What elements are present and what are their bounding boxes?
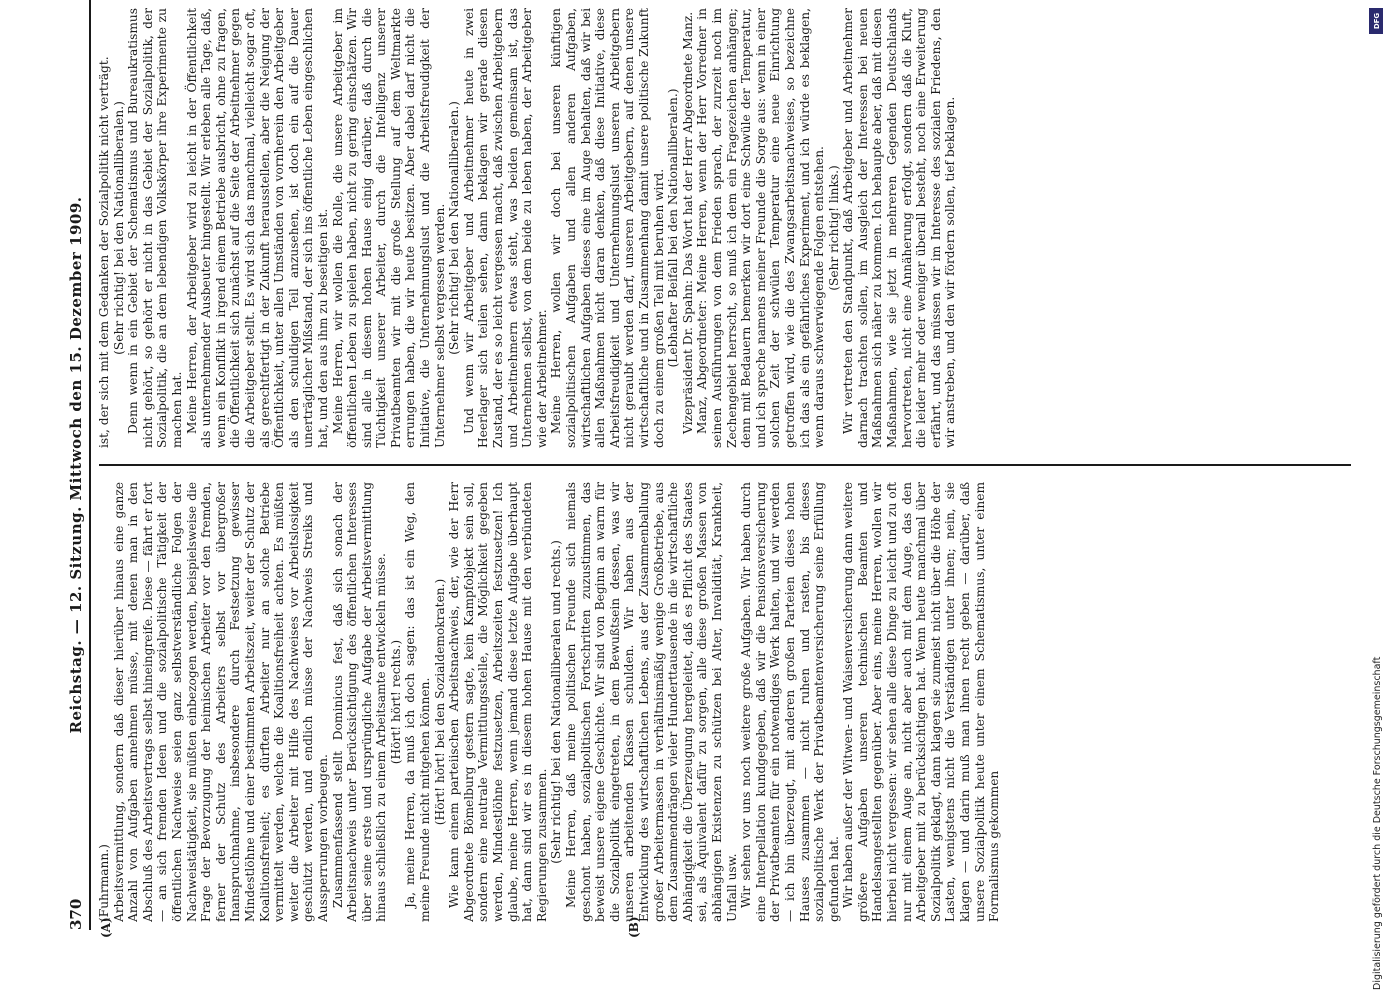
paragraph: Wie kann einem parteiischen Arbeitsnachweis, der, wie der Herr Abgeordnete Bömelburg gestern sagte, kein Kampfobjekt sein soll, sondern eine neutrale Vermittlungsstelle, die Möglichkeit gegeben werden, Mindestlöhne festzusetzen, Arbeitszeiten festzusetzen! Ich glaube, meine Herren, wenn jemand diese letzte Aufgabe überhaupt hat, dann sind wir es in diesem hohen Hause mit den verbündeten Regierungen zusammen. (447, 482, 549, 922)
paragraph: Wir haben außer der Witwen- und Waisenversicherung dann weitere größere Aufgaben unseren technischen Beamten und Handelsangestellten gegenüber. Aber eins, meine Herren, wollen wir hierbei nicht vergessen: wir sehen alle diese Dinge zu leicht und zu oft nur mit einem Auge an, nicht aber auch mit dem Auge, das den Arbeitgeber mit zu berücksichtigen hat. Wenn heute manchmal über Sozialpolitik geklagt, dann klagen sie zumeist nicht über die Höhe der Lasten, wenigstens nicht die Verständigen unter ihnen; nein, sie klagen — und darin muß man ihnen recht geben — darüber, daß unsere Sozialpolitik heute unter einem Schematismus, unter einem Formalismus gekommen (841, 482, 1002, 922)
speaker-attribution: (Fuhrmann.) (97, 844, 111, 922)
column-divider (99, 465, 1351, 467)
paragraph: Meine Herren, wir wollen die Rolle, die unsere Arbeitgeber im öffentlichen Leben zu spielen haben, nicht zu gering einschätzen. Wir sind alle in diesem hohen Hause einig darüber, daß durch die Tüchtigkeit unserer Arbeiter, durch die Intelligenz unserer Privatbeamten wir mit die große Stellung auf dem Weltmarkte errungen haben, die wir heute besitzen. Aber dabei darf nicht die Initiative, die Unternehmungslust und die Arbeitsfreudigkeit der Unternehmer selbst vergessen werden. (330, 8, 447, 448)
paragraph: Meine Herren, daß meine politischen Freunde sich niemals geschont haben, sozialpolitischen Fortschritten zuzustimmen, das beweist unsere eigene Geschichte. Wir sind von Beginn an warm für die Sozialpolitik eingetreten, in dem Bewußtsein dessen, was wir unseren arbeitenden Klassen schulden. Wir haben aus der Entwicklung des wirtschaftlichen Lebens, aus der Zusammenballung großer Arbeitermassen in verhältnismäßig wenige Großbetriebe, aus dem Zusammendrängen vieler Hunderttausende in die wirtschaftliche Abhängigkeit die Überzeugung hergeleitet, daß es Pflicht des Staates sei, als Äquivalent dafür zu sorgen, alle diese großen Massen von abhängigen Existenzen zu schützen bei Alter, Invalidität, Krankheit, Unfall usw. (564, 482, 739, 922)
paragraph: ist, der sich mit dem Gedanken der Sozialpolitik nicht verträgt. (97, 56, 111, 448)
paragraph: Und wenn wir Arbeitgeber und Arbeitnehmer heute in zwei Heerlager sich teilen sehen, dann beklagen wir gerade diesen Zustand, der es so leicht vergessen macht, daß zwischen Arbeitgebern und Arbeitnehmern etwas steht, was beiden gemeinsam ist, das Unternehmen selbst, von dem beide zu leben haben, der Arbeitgeber wie der Arbeitnehmer. (461, 8, 549, 448)
rotated-page (65, 0, 1365, 938)
header-rule (89, 0, 91, 930)
paragraph: Zusammenfassend stellt Dominicus fest, daß sich sonach der Arbeitsnachweis unter Berücksichtigung des öffentlichen Interesses über seine erste und ursprüngliche Aufgabe der Arbeitsvermittlung hinaus schließlich zu einem Arbeitsamte entwickeln müsse. (330, 482, 389, 922)
interjection: (Sehr richtig! bei den Nationalliberalen.) (447, 101, 462, 355)
paragraph: Meine Herren, der Arbeitgeber wird zu leicht in der Öffentlichkeit als unternehmender Ausbeuter hingestellt. Wir erleben alle Tage, daß, wenn ein Konflikt in irgend einem Betriebe ausbricht, ohne zu fragen, die Öffentlichkeit sich zunächst auf die Seite der Arbeitnehmer gegen die Arbeitgeber stellt. Es wird sich das manchmal, vielleicht sogar oft, als gerechtfertigt in der Zukunft herausstellen, aber die Neigung der Öffentlichkeit, unter allen Umständen von vornherein den Arbeitgeber als den schuldigen Teil anzusehen, ist doch ein auf die Dauer unerträglicher Mißstand, der sich ins öffentliche Leben eingeschlichen hat, und den aus ihm zu beseitigen ist. (184, 8, 330, 448)
interjection: (Sehr richtig! bei den Nationalliberalen und rechts.) (549, 540, 564, 864)
paragraph: Arbeitsvermittlung, sondern daß dieser hierüber hinaus eine ganze Anzahl von Aufgaben annehmen müsse, mit denen man in den Abschluß des Arbeitsvertrags selbst hineingreife. Diese — fährt er fort — an sich fremden Ideen und die sozialpolitische Tätigkeit der öffentlichen Nachweise seien ganz selbstverständliche Folgen der Nachweistätigkeit, sie müßten einbezogen werden, beispielsweise die Frage der Bevorzugung der heimischen Arbeiter vor den fremden, ferner der Schutz des Arbeiters selbst vor übergroßer Inanspruchnahme, insbesondere durch Festsetzung gewisser Mindestlöhne und einer bestimmten Arbeitszeit, weiter der Schutz der Koalitionsfreiheit; es dürften Arbeiter nur an solche Betriebe vermittelt werden, welche die Koalitionsfreiheit achten. Es müßten weiter die Arbeiter mit Hilfe des Nachweises vor Arbeitslosigkeit geschützt werden, und endlich müsse der Nachweis Streiks und Aussperrungen vorbeugen. (111, 482, 330, 922)
right-column (97, 8, 1353, 448)
running-title: Reichstag. — 12. Sitzung. Mittwoch den 15. Dezember 1909. (67, 196, 85, 734)
digitization-note: Digitalisierung gefördert durch die Deutsche Forschungsgemeinschaft (1372, 656, 1383, 990)
interjection: (Sehr richtig! bei den Nationalliberalen.) (111, 101, 126, 355)
interjection: (Hört! hört! rechts.) (388, 639, 403, 765)
paragraph: Wir vertreten den Standpunkt, daß Arbeitgeber und Arbeitnehmer darnach trachten sollen, im Ausgleich der Interessen bei neuen Maßnahmen sich näher zu kommen. Ich behaupte aber, daß mit diesen Maßnahmen, wie sie jetzt in mehreren Gegenden Deutschlands hervortreten, nicht eine Annäherung erfolgt, sondern daß die Kluft, die leider mehr oder weniger überall besteht, noch eine Erweiterung erfährt, und das müssen wir im Interesse des sozialen Friedens, den wir anstreben, und den wir fördern sollen, tief beklagen. (841, 8, 958, 448)
margin-marker-a: (A) (99, 917, 113, 938)
dfg-logo-text: DFG (1373, 12, 1381, 30)
paragraph: Vizepräsident Dr. Spahn: Das Wort hat der Herr Abgeordnete Manz. (680, 11, 695, 434)
paragraph: Manz, Abgeordneter: Meine Herren, wenn der Herr Vorredner in seinen Ausführungen von dem Frieden sprach, der zurzeit noch im Zechengebiet herrscht, so muß ich dem ein Fragezeichen anhängen; denn mit Bedauern bemerken wir dort eine Schwüle der Temperatur, und ich spreche namens meiner Freunde die Sorge aus: wenn in einer solchen Zeit der schwülen Temperatur eine neue Einrichtung getroffen wird, wie die des Zwangsarbeitsnachweises, so bezeichne ich das als ein gefährliches Experiment, und ich würde es beklagen, wenn daraus schwerwiegende Folgen entstehen. (695, 8, 827, 448)
interjection: (Hört! hört! bei den Sozialdemokraten.) (432, 578, 447, 826)
page-header (65, 0, 87, 930)
interjection: (Sehr richtig! links.) (826, 165, 841, 291)
interjection: (Lebhafter Beifall bei den Nationalliberalen.) (666, 88, 681, 368)
left-column (97, 482, 1353, 922)
margin-marker-b: (B) (627, 916, 641, 938)
paragraph: Wir sehen vor uns noch weitere große Aufgaben. Wir haben durch eine Interpellation kundgegeben, daß wir die Pensionsversicherung der Privatbeamten für ein notwendiges Werk halten, und wir werden — ich bin überzeugt, mit anderen großen Parteien dieses hohen Hauses zusammen — nicht ruhen und rasten, bis dieses sozialpolitische Werk der Privatbeamtenversicherung seine Erfüllung gefunden hat. (739, 482, 841, 922)
paragraph: Meine Herren, wollen wir doch bei unseren künftigen sozialpolitischen Aufgaben und allen anderen Aufgaben, wirtschaftlichen Aufgaben dieses eine im Auge behalten, daß wir bei allen Maßnahmen nicht daran denken, daß diese Initiative, diese Arbeitsfreudigkeit und Unternehmungslust unseren Arbeitgebern nicht geraubt werden darf, unseren Arbeitgebern, auf denen unsere wirtschaftliche und in Zusammenhang damit unsere politische Zukunft doch zu einem großen Teil mit beruhen wird. (549, 8, 666, 448)
page-number: 370 (67, 898, 85, 930)
paragraph: Denn wenn in ein Gebiet der Schematismus und Bureaukratismus nicht gehört, so gehört er nicht in das Gebiet der Sozialpolitik, der Sozialpolitik, die an dem lebendigen Volkskörper ihre Experimente zu machen hat. (126, 8, 184, 448)
paragraph: Ja, meine Herren, da muß ich doch sagen: das ist ein Weg, den meine Freunde nicht mitgehen können. (403, 482, 433, 922)
